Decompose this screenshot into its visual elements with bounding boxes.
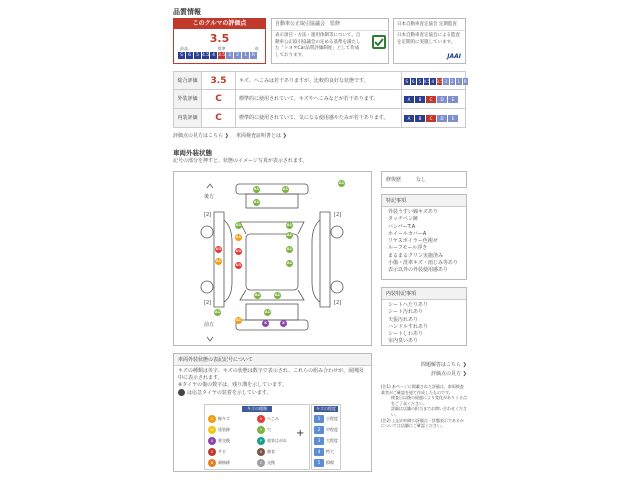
rear-label: 後方: [204, 194, 215, 200]
damage-marker[interactable]: A1: [286, 223, 293, 227]
rating-row-desc: キズ、へこみは若干ありますが、比較的良好な状態です。: [239, 78, 369, 84]
level-badge: 2: [314, 426, 324, 434]
legend-marks-list: [205, 412, 309, 469]
grade-cell: E: [448, 96, 458, 103]
rating-box-header: このクルマの評価点: [174, 19, 265, 29]
rating-row-desc: 標準的に使用されていて、気になる使用感やたみが若干あります。: [239, 115, 389, 121]
rating-row-grade: C: [202, 90, 236, 108]
special-notes-box: [381, 194, 467, 280]
grade-cell: S: [178, 52, 185, 59]
jaai-box: [393, 18, 466, 64]
grade-cell: B: [415, 96, 425, 103]
grade-cell: 3.5: [218, 53, 226, 58]
aisa-body: 表示項目・方法・運用体制等について、自動車公正取引協議会の定める基準を満たした「トヨタCar品質評価制度」として作成しております。: [275, 33, 361, 58]
evaluation-link[interactable]: 評価点の見方はこちら ❯: [173, 133, 229, 139]
legend-mark-label: 線キズ: [218, 416, 230, 421]
legend-level-item: [314, 424, 338, 435]
rating-row-label: 総合評価: [174, 72, 202, 89]
rating-row: [173, 90, 466, 109]
grade-cell: R: [463, 79, 467, 84]
grade-cell: 3: [444, 79, 448, 84]
interior-note-item: ハンドルすれあり: [388, 323, 429, 330]
grade-cell: 1: [242, 52, 249, 59]
damage-type-icon: P: [257, 437, 265, 445]
legend-mark-label: へこみ: [267, 416, 279, 421]
legend-mark-item: [257, 446, 306, 457]
damage-marker[interactable]: A1: [235, 318, 242, 322]
damage-type-icon: W: [208, 426, 216, 434]
level-badge: 1: [314, 415, 324, 423]
rating-row: [173, 71, 466, 90]
car-diagram-panel: [173, 171, 372, 346]
legend-level-label: 大程度: [326, 438, 338, 443]
grade-cell: C: [426, 115, 436, 122]
legend-marks-title: キズの種類: [242, 406, 272, 412]
view-link[interactable]: 評価点の見方 ❯: [431, 371, 467, 377]
exterior-title: 車両外装状態: [173, 149, 212, 157]
tire-mark-front-left: [2]: [204, 300, 212, 306]
legend-level-label: 特大: [326, 449, 334, 454]
damage-type-icon: G: [257, 448, 265, 456]
damage-marker[interactable]: X: [262, 320, 269, 327]
scale-label-std: 標準: [217, 46, 226, 51]
legend-line-1: キズの種類は英字、キズの状態は数字で表示され、これらの組み合わせが、展開図中に表示されます。: [178, 368, 364, 381]
special-note-item: バンパーT.A: [388, 223, 416, 230]
grade-cell: 5: [194, 52, 201, 59]
repair-history-box: [381, 171, 467, 188]
repair-label: 修復歴: [386, 177, 402, 183]
legend-level-item: [314, 446, 338, 457]
note-3: 詳細は店舗の担当までお問い合わせください。: [391, 406, 467, 417]
damage-marker[interactable]: U1: [235, 263, 242, 267]
rating-box: [173, 18, 266, 64]
rating-row-grade: 3.5: [202, 72, 236, 89]
legend-mark-label: 塗装跡: [218, 427, 230, 432]
grade-cell: S: [405, 79, 409, 84]
note-4: (注2) 上記が何時の評価点・状態表示であるかについては店舗にご確認ください。: [381, 417, 464, 429]
tire-mark-rear-right: [2]: [334, 212, 342, 218]
front-label: 前方: [204, 322, 215, 328]
grade-cell: A: [404, 115, 414, 122]
interior-notes-title: 内装特記事項: [382, 288, 466, 300]
grade-cell: B: [415, 115, 425, 122]
damage-marker[interactable]: A1: [264, 310, 271, 314]
damage-type-icon: S: [208, 448, 216, 456]
damage-marker[interactable]: U1: [215, 247, 222, 251]
interior-note-item: シート汚れあり: [388, 309, 424, 316]
note-2: 検査日以後の経過により変化がありうる点をご了承ください。: [391, 395, 467, 406]
qa-link[interactable]: 問題解答はこちら ❯: [421, 362, 467, 368]
damage-marker[interactable]: A1: [274, 293, 281, 297]
grade-cell: 6: [186, 52, 193, 59]
level-badge: 5: [314, 459, 324, 467]
level-badge: 3: [314, 437, 324, 445]
legend-level-item: [314, 457, 338, 468]
special-note-item: ホイールカバーA: [388, 230, 427, 237]
interior-note-item: 天張汚れあり: [388, 316, 419, 323]
legend-mark-label: 交換: [267, 460, 275, 465]
damage-marker[interactable]: A1: [235, 223, 242, 227]
jaai-logo: JAAI: [447, 53, 461, 60]
damage-type-icon: B: [208, 459, 216, 467]
special-notes-title: 特記事項: [382, 195, 466, 207]
damage-marker[interactable]: A1: [338, 181, 345, 185]
legend-mark-item: [208, 435, 257, 446]
grade-cell: 3: [226, 52, 233, 59]
legend-mark-item: [257, 457, 306, 468]
special-note-item: まるまるクリン実施済み: [388, 252, 444, 259]
damage-marker[interactable]: A1: [286, 233, 293, 237]
damage-type-icon: C: [257, 459, 265, 467]
legend-levels-list: [312, 412, 340, 469]
legend-mark-label: 補修跡: [218, 460, 230, 465]
grade-cell: 4.5: [423, 79, 430, 84]
jaai-title: 日本自動車査定協会 定期監査: [394, 19, 465, 31]
exterior-subtitle: 記号の部分を押すと、状態のイメージ写真が表示されます。: [173, 158, 308, 164]
rating-row-scale: [401, 109, 465, 127]
grade-cell: 4: [210, 52, 217, 59]
special-note-item: タッチペン跡: [388, 216, 419, 223]
interior-note-item: シートへたりあり: [388, 302, 429, 308]
damage-marker[interactable]: A1: [254, 293, 261, 297]
special-note-item: 表示以外の外装使用感あり: [388, 267, 449, 274]
rating-score: 3.5: [209, 32, 230, 45]
legend-mark-item: [208, 457, 257, 468]
damage-type-icon: X: [208, 437, 216, 445]
grade-cell: 4.5: [202, 53, 210, 58]
rating-rows: [173, 71, 466, 128]
damage-marker[interactable]: A1: [215, 259, 222, 263]
grade-cell: D: [437, 115, 447, 122]
note-1: (注1) 本ページに掲載された評価は、車両検査業者がご確認を経て作成したものです。: [381, 384, 464, 395]
damage-marker[interactable]: A1: [235, 235, 242, 239]
damage-marker[interactable]: A1: [253, 187, 260, 191]
rating-grade-scale: [174, 52, 265, 59]
interior-notes-list: [382, 300, 466, 346]
interior-notes-box: [381, 287, 467, 346]
rating-row: [173, 109, 466, 128]
grade-cell: 2: [234, 52, 241, 59]
legend-mark-item: [208, 424, 257, 435]
grade-cell: A: [404, 96, 414, 103]
legend-mark-item: [208, 446, 257, 457]
legend-marks-box: [204, 404, 310, 470]
grade-cell: 2: [450, 79, 454, 84]
legend-line-2: ※タイヤの傷の数字は、残り溝を示しています。: [178, 382, 287, 388]
special-note-item: ルーフモール浮き: [388, 245, 428, 252]
legend-level-label: 小程度: [326, 416, 338, 421]
damage-marker[interactable]: A1: [214, 310, 221, 314]
damage-type-icon: Y: [257, 426, 265, 434]
special-note-item: リヤスポイラー色褪せ: [388, 238, 438, 245]
grade-cell: C: [426, 96, 436, 103]
rating-row-desc: 標準的に使用されていて、キズやへこみなどが若干あります。: [239, 96, 379, 102]
grade-cell: D: [437, 96, 447, 103]
interior-note-item: シートしわあり: [388, 331, 424, 338]
damage-marker[interactable]: A1: [286, 247, 293, 251]
legend-mark-label: 穴: [267, 427, 271, 432]
legend-level-label: 損傷: [326, 460, 334, 465]
tire-mark-front-right: [2]: [334, 300, 342, 306]
damage-marker[interactable]: A1: [253, 200, 260, 204]
grade-cell: 6: [411, 79, 415, 84]
legend-panel: [173, 353, 372, 472]
grade-cell: 1: [457, 79, 461, 84]
rating-row-scale: [401, 72, 465, 89]
notes: [381, 384, 467, 429]
grade-cell: 5: [418, 79, 422, 84]
damage-marker[interactable]: X: [280, 320, 287, 327]
damage-type-icon: A: [208, 415, 216, 423]
special-notes-list: [382, 207, 466, 275]
jaai-body: 日本自動車査定協会による監査を定期的に実施しています。: [397, 33, 460, 45]
tire-mark-rear-left: [2]: [204, 212, 212, 218]
spare-tire-icon: [178, 389, 185, 396]
scale-label-high: 最高: [180, 46, 188, 51]
legend-level-item: [314, 413, 338, 424]
damage-marker[interactable]: A1: [286, 261, 293, 265]
legend-levels-title: キズの程度: [314, 406, 338, 412]
scale-label-low: 低: [255, 46, 259, 51]
aisa-title: 自動車公正取引協議会 監修: [272, 19, 388, 31]
legend-line-3: は応急タイヤの装着を示しています。: [187, 390, 272, 396]
grade-cell: 4: [431, 79, 435, 84]
aisa-box: [271, 18, 389, 64]
legend-mark-label: サビ: [218, 449, 226, 454]
rating-row-grade: C: [202, 109, 236, 127]
damage-type-icon: U: [257, 415, 265, 423]
interior-note-item: 室内臭いあり: [388, 338, 419, 345]
grade-cell: 3.5: [436, 79, 443, 84]
rating-row-label: 外装評価: [174, 90, 202, 108]
level-badge: 4: [314, 448, 324, 456]
legend-mark-label: 腐食: [267, 449, 275, 454]
legend-levels-box: [311, 404, 341, 470]
special-note-item: 小傷・洗車キズ・雨じみ等あり: [388, 260, 458, 267]
legend-mark-label: 要交換: [218, 438, 230, 443]
damage-marker[interactable]: A1: [282, 187, 289, 191]
aisa-logo-icon: [372, 35, 386, 49]
damage-marker[interactable]: U1: [235, 249, 242, 253]
plus-icon: +: [296, 428, 305, 439]
special-note-item: 外装うすい線キズあり: [388, 209, 438, 215]
repair-value: なし: [416, 177, 427, 183]
rating-row-label: 内装評価: [174, 109, 202, 127]
grade-cell: R: [251, 53, 256, 58]
inspection-link[interactable]: 車両検査証明書とは ❯: [236, 133, 287, 139]
legend-mark-label: 塗装はがれ: [267, 438, 287, 443]
grade-cell: E: [448, 115, 458, 122]
legend-title: 車両外装状態の表記記号について: [174, 354, 371, 366]
legend-mark-item: [208, 413, 257, 424]
rating-row-scale: [401, 90, 465, 108]
page-title: 品質情報: [173, 8, 201, 16]
legend-mark-item: [257, 413, 306, 424]
legend-level-item: [314, 435, 338, 446]
legend-level-label: 中程度: [326, 427, 338, 432]
